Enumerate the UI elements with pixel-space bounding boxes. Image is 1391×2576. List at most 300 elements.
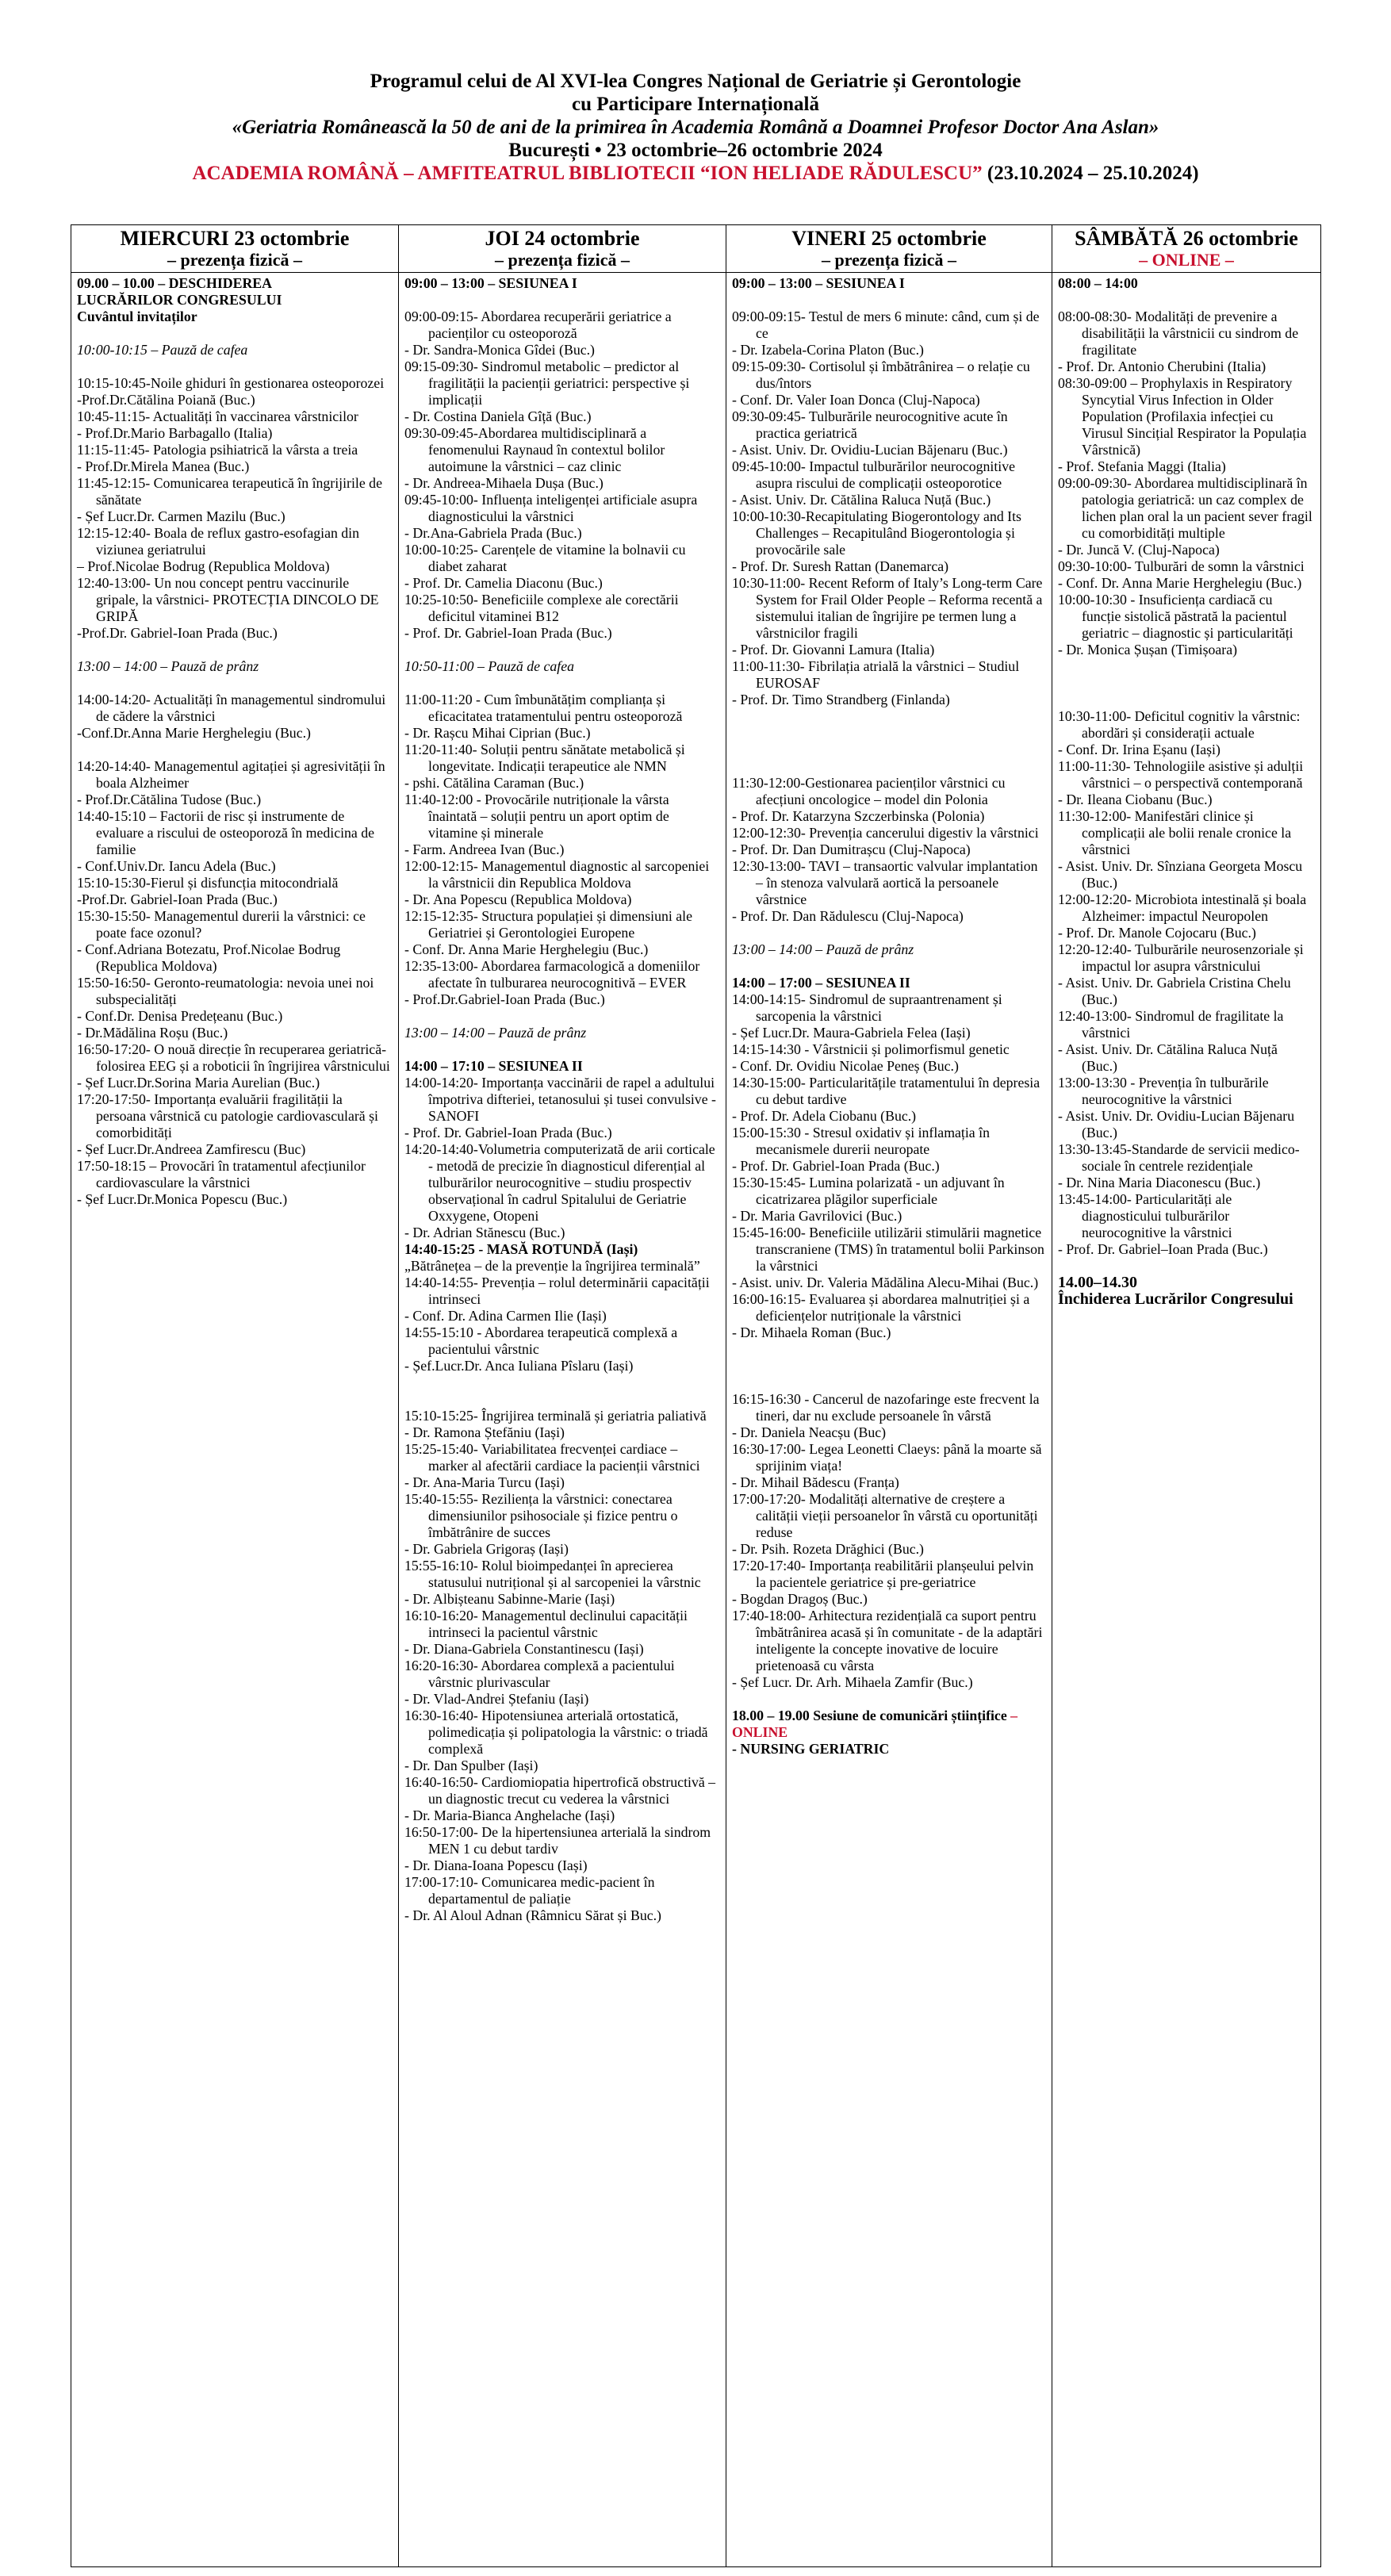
schedule-entry (404, 991, 720, 1008)
schedule-entry (1058, 1141, 1315, 1175)
entry-text: - Prof. Dr. Dan Rădulescu (Cluj-Napoca) (732, 908, 964, 924)
session-heading (732, 1741, 1046, 1758)
entry-text: - Dr. Nina Maria Diaconescu (Buc.) (1058, 1175, 1261, 1190)
schedule-entry (732, 825, 1046, 841)
entry-text: 14.00–14.30 (1058, 1274, 1137, 1291)
schedule-entry (77, 858, 393, 875)
session-heading (732, 975, 1046, 991)
entry-text: 10:15-10:45-Noile ghiduri în gestionarea osteoporozei (77, 375, 385, 391)
spacer (77, 675, 393, 692)
schedule-entry (732, 775, 1046, 808)
entry-text: 16:30-17:00- Legea Leonetti Claeys: până la moarte să sprijinim viața! (732, 1441, 1042, 1474)
entry-text: 12:40-13:00- Sindromul de fragilitate la vârstnici (1058, 1008, 1284, 1041)
break-slot (404, 658, 720, 675)
entry-text: - Asist. Univ. Dr. Ovidiu-Lucian Băjenaru (Buc.) (732, 442, 1008, 458)
entry-text: 12:00-12:15- Managementul diagnostic al sarcopeniei la vârstnicii din Republica Moldova (404, 858, 710, 891)
day-mode: – prezența fizică – (821, 250, 957, 270)
entry-text: - Dr. Monica Șușan (Timișoara) (1058, 642, 1238, 657)
schedule-entry (732, 1541, 1046, 1558)
entry-text: - Asist. Univ. Dr. Ovidiu-Lucian Băjenaru (Buc.) (1058, 1108, 1295, 1140)
entry-text: - Dr. Psih. Rozeta Drăghici (Buc.) (732, 1541, 924, 1557)
schedule-entry (77, 408, 393, 425)
schedule-entry (732, 508, 1046, 558)
schedule-entry (77, 458, 393, 475)
entry-text: 10:30-11:00- Deficitul cognitiv la vârstnic: abordări și considerații actuale (1058, 708, 1301, 741)
schedule-entry (404, 408, 720, 425)
schedule-entry (404, 542, 720, 575)
entry-text: 12:00-12:20- Microbiota intestinală și boala Alzheimer: impactul Neuropolen (1058, 891, 1307, 924)
entry-text: 11:15-11:45- Patologia psihiatrică la vârsta a treia (77, 442, 358, 458)
schedule-entry (77, 941, 393, 975)
entry-text: 10:00-10:30-Recapitulating Biogerontology and Its Challenges – Recapitulând Biogerontologia și provocările sale (732, 508, 1021, 558)
schedule-entry (404, 425, 720, 475)
schedule-entry (404, 575, 720, 592)
venue-name: ACADEMIA ROMÂNĂ – AMFITEATRUL BIBLIOTECII “ION HELIADE RĂDULESCU” (192, 163, 983, 184)
schedule-entry (732, 908, 1046, 925)
schedule-entry (404, 841, 720, 858)
spacer (77, 642, 393, 658)
entry-text: LUCRĂRILOR CONGRESULUI (77, 292, 282, 308)
schedule-entry (732, 1391, 1046, 1424)
schedule-entry (732, 1175, 1046, 1208)
entry-text: - Dr. Juncă V. (Cluj-Napoca) (1058, 542, 1220, 558)
schedule-entry (732, 442, 1046, 458)
entry-text: -Prof.Dr. Gabriel-Ioan Prada (Buc.) (77, 891, 278, 907)
congress-subtitle: cu Participare Internațională (572, 94, 819, 115)
entry-text: - Prof. Dr. Timo Strandberg (Finlanda) (732, 692, 950, 707)
spacer (732, 958, 1046, 975)
schedule-entry (404, 941, 720, 958)
session-heading (404, 1058, 720, 1075)
entry-text: - Prof.Dr.Mario Barbagallo (Italia) (77, 425, 273, 441)
schedule-entry (77, 1191, 393, 1208)
entry-text: 08:30-09:00 – Prophylaxis in Respiratory Syncytial Virus Infection in Older Population (Profilaxia infecției cu Virusul Sincițial Respirator la Populația Vârstnică) (1058, 375, 1307, 458)
schedule-entry (732, 1025, 1046, 1041)
schedule-entry (77, 1008, 393, 1025)
session-heading (77, 292, 393, 309)
schedule-entry (404, 475, 720, 492)
schedule-entry (732, 392, 1046, 408)
entry-text: - Conf. Dr. Adina Carmen Ilie (Iași) (404, 1308, 607, 1324)
entry-text: - Asist. Univ. Dr. Cătălina Raluca Nuță (Buc.) (1058, 1041, 1278, 1074)
entry-text: 09:15-09:30- Cortisolul și îmbătrânirea – o relație cu dus/întors (732, 358, 1030, 391)
schedule-entry (732, 1491, 1046, 1541)
schedule-entry (404, 775, 720, 792)
schedule-entry (77, 575, 393, 625)
schedule-entry (732, 1275, 1046, 1291)
schedule-entry (77, 975, 393, 1008)
schedule-entry (404, 492, 720, 525)
entry-text: 14:40-15:25 - MASĂ ROTUNDĂ (Iași) (404, 1241, 638, 1257)
entry-text: Cuvântul invitaților (77, 309, 197, 324)
schedule-entry (77, 1158, 393, 1191)
entry-text: 15:30-15:50- Managementul durerii la vârstnici: ce poate face ozonul? (77, 908, 366, 941)
spacer (1058, 1258, 1315, 1275)
entry-text: 15:25-15:40- Variabilitatea frecvenței cardiace – marker al afectării cardiace la pacienții vârstnici (404, 1441, 700, 1474)
session-heading (1058, 275, 1315, 292)
congress-location-dates: București • 23 octombrie–26 octombrie 2024 (508, 140, 883, 161)
congress-venue (0, 162, 1391, 185)
entry-text: - Prof. Dr. Gabriel–Ioan Prada (Buc.) (1058, 1241, 1268, 1257)
schedule-entry (1058, 808, 1315, 858)
schedule-entry (77, 425, 393, 442)
entry-text: 16:40-16:50- Cardiomiopatia hipertrofică obstructivă – un diagnostic trecut cu vederea la vârstnici (404, 1774, 716, 1807)
schedule-entry (404, 1641, 720, 1658)
entry-text: - Dr. Al Aloul Adnan (Râmnicu Sărat și Buc.) (404, 1907, 661, 1923)
schedule-entry (1058, 792, 1315, 808)
schedule-entry (404, 891, 720, 908)
program-header (0, 70, 1391, 185)
session-heading (404, 275, 720, 292)
entry-text: - Dr. Izabela-Corina Platon (Buc.) (732, 342, 924, 358)
schedule-entry (732, 492, 1046, 508)
entry-text: - Dr.Ana-Gabriela Prada (Buc.) (404, 525, 582, 541)
entry-text: - Prof. Dr. Adela Ciobanu (Buc.) (732, 1108, 917, 1124)
entry-text: -Prof.Dr.Cătălina Poiană (Buc.) (77, 392, 255, 408)
spacer (732, 1691, 1046, 1708)
entry-text: - pshi. Cătălina Caraman (Buc.) (404, 775, 584, 791)
session-heading (1058, 1275, 1315, 1291)
schedule-entry (77, 1141, 393, 1158)
schedule-entry (404, 1824, 720, 1857)
spacer (1058, 292, 1315, 309)
schedule-entry (732, 1441, 1046, 1474)
entry-text: - Dr. Diana-Gabriela Constantinescu (Iași) (404, 1641, 644, 1657)
session-heading (1058, 1291, 1315, 1308)
schedule-entry (732, 642, 1046, 658)
schedule-entry (404, 1807, 720, 1824)
schedule-entry (404, 592, 720, 625)
entry-text: 16:20-16:30- Abordarea complexă a pacientului vârstnic plurivascular (404, 1658, 675, 1690)
entry-text: 14:20-14:40-Volumetria computerizată de arii corticale - metodă de precizie în diagnosticul diferențial al tulburărilor neurocognitive – studiu prospectiv observațional în cadrul Spitalului de Geriatrie Oxxygene, Otopeni (404, 1141, 715, 1224)
schedule-entry (77, 758, 393, 792)
schedule-entry (1058, 542, 1315, 558)
entry-text: 13:30-13:45-Standarde de servicii medico-sociale în centrele rezidențiale (1058, 1141, 1300, 1174)
schedule-entry (77, 392, 393, 408)
schedule-entry (77, 875, 393, 891)
schedule-entry (77, 375, 393, 392)
entry-text: - Dr. Albișteanu Sabinne-Marie (Iași) (404, 1591, 615, 1607)
entry-text: 09:00-09:15- Testul de mers 6 minute: când, cum și de ce (732, 309, 1040, 341)
entry-text: - Șef Lucr.Dr. Carmen Mazilu (Buc.) (77, 508, 285, 524)
spacer (77, 742, 393, 758)
entry-text: - Prof. Dr. Dan Dumitrașcu (Cluj-Napoca) (732, 841, 971, 857)
entry-text: 12:15-12:35- Structura populației și dimensiuni ale Geriatriei și Gerontologiei Europene (404, 908, 692, 941)
schedule-entry (404, 1424, 720, 1441)
entry-text: - Dr. Maria-Bianca Anghelache (Iași) (404, 1807, 615, 1823)
entry-text: 11:45-12:15- Comunicarea terapeutică în îngrijirile de sănătate (77, 475, 382, 508)
schedule-entry (77, 1075, 393, 1091)
schedule-entry (732, 558, 1046, 575)
entry-text: 13:45-14:00- Particularități ale diagnosticului tulburărilor neurocognitive la vârstnici (1058, 1191, 1232, 1240)
schedule-entry (404, 1225, 720, 1241)
schedule-entry (404, 1708, 720, 1758)
schedule-entry (1058, 708, 1315, 742)
entry-text: 09:00 – 13:00 – SESIUNEA I (732, 275, 905, 291)
entry-text: - Prof. Dr. Suresh Rattan (Danemarca) (732, 558, 949, 574)
schedule-entry (732, 1058, 1046, 1075)
entry-text: – Prof.Nicolae Bodrug (Republica Moldova) (77, 558, 330, 574)
entry-text: - Dr. Dan Spulber (Iași) (404, 1758, 538, 1773)
entry-text: - Prof. Dr. Camelia Diaconu (Buc.) (404, 575, 603, 591)
schedule-entry (732, 692, 1046, 708)
entry-text: 15:45-16:00- Beneficiile utilizării stimulării magnetice transcraniene (TMS) în tratamentul bolii Parkinson la vârstnici (732, 1225, 1044, 1274)
schedule-entry (732, 841, 1046, 858)
break-slot (77, 342, 393, 358)
schedule-entry (1058, 858, 1315, 891)
entry-text: 14:40-15:10 – Factorii de risc și instrumente de evaluare a riscului de osteoporoză în medicina de familie (77, 808, 375, 857)
entry-text: - Conf.Univ.Dr. Iancu Adela (Buc.) (77, 858, 276, 874)
schedule-entry (1058, 1075, 1315, 1108)
schedule-entry (404, 858, 720, 891)
entry-text: - Dr. Mihail Bădescu (Franța) (732, 1474, 899, 1490)
entry-text: 08:00-08:30- Modalități de prevenire a disabilității la vârstnicii cu sindrom de fragilitate (1058, 309, 1299, 358)
spacer (404, 292, 720, 309)
schedule-entry (404, 742, 720, 775)
schedule-friday (726, 273, 1052, 2567)
schedule-entry (1058, 925, 1315, 941)
entry-text: 17:20-17:40- Importanța reabilitării planșeului pelvin la pacientele geriatrice și pre-geriatrice (732, 1558, 1034, 1590)
entry-text: - Dr. Costina Daniela Gîță (Buc.) (404, 408, 592, 424)
entry-text: - Asist. Univ. Dr. Cătălina Raluca Nuță (Buc.) (732, 492, 991, 508)
entry-text: 11:30-12:00- Manifestări clinice și complicații ale bolii renale cronice la vârstnici (1058, 808, 1292, 857)
entry-text: - Dr. Ana Popescu (Republica Moldova) (404, 891, 632, 907)
entry-text: 15:30-15:45- Lumina polarizată - un adjuvant în cicatrizarea plăgilor superficiale (732, 1175, 1005, 1207)
entry-text: - Conf. Dr. Anna Marie Herghelegiu (Buc.) (404, 941, 649, 957)
entry-text: - Prof. Stefania Maggi (Italia) (1058, 458, 1226, 474)
entry-text: 14:00-14:20- Actualități în managementul sindromului de cădere la vârstnici (77, 692, 386, 724)
schedule-entry (404, 1591, 720, 1608)
entry-text: 09:45-10:00- Impactul tulburărilor neurocognitive asupra riscului de complicații osteoporotice (732, 458, 1016, 491)
entry-text: - Dr. Gabriela Grigoraș (Iași) (404, 1541, 569, 1557)
entry-text: - Dr. Ramona Ștefăniu (Iași) (404, 1424, 565, 1440)
online-tag: – ONLINE (732, 1708, 1018, 1740)
schedule-entry (404, 1558, 720, 1591)
schedule-entry (1058, 592, 1315, 642)
session-heading (404, 1241, 720, 1258)
schedule-entry (404, 1758, 720, 1774)
schedule-entry (732, 1608, 1046, 1674)
schedule-entry (1058, 642, 1315, 658)
entry-text: 15:00-15:30 - Stresul oxidativ și inflamația în mecanismele durerii neuropate (732, 1125, 990, 1157)
schedule-entry (732, 342, 1046, 358)
schedule-entry (732, 1158, 1046, 1175)
entry-text: - Dr. Diana-Ioana Popescu (Iași) (404, 1857, 588, 1873)
entry-text: - Dr. Daniela Neacșu (Buc) (732, 1424, 887, 1440)
schedule-entry (404, 1474, 720, 1491)
schedule-entry (1058, 941, 1315, 975)
schedule-entry (1058, 458, 1315, 475)
entry-text: - Asist. Univ. Dr. Sînziana Georgeta Moscu (Buc.) (1058, 858, 1303, 891)
entry-text: - Dr. Maria Gavrilovici (Buc.) (732, 1208, 902, 1224)
schedule-entry (1058, 1041, 1315, 1075)
day-mode: – prezența fizică – (494, 250, 630, 270)
entry-text: 12:35-13:00- Abordarea farmacologică a domeniilor afectate în tulburarea neurocognitivă – EVER (404, 958, 700, 991)
schedule-entry (77, 1025, 393, 1041)
entry-text: 09:00-09:30- Abordarea multidisciplinară în patologia geriatrică: un caz complex de lichen plan oral la un pacient sever fragil cu comorbidități multiple (1058, 475, 1312, 541)
schedule-entry (404, 525, 720, 542)
entry-text: 11:40-12:00 - Provocările nutriționale la vârsta înaintată – soluții pentru un aport optim de vitamine și minerale (404, 792, 669, 841)
schedule-entry (732, 1558, 1046, 1591)
schedule-entry (404, 1874, 720, 1907)
schedule-entry (1058, 375, 1315, 458)
day-header-wednesday (71, 225, 399, 273)
schedule-entry (732, 1324, 1046, 1341)
schedule-entry (77, 475, 393, 508)
entry-text: 14:30-15:00- Particularitățile tratamentului în depresia cu debut tardive (732, 1075, 1040, 1107)
schedule-entry (732, 1291, 1046, 1324)
entry-text: - Dr. Andreea-Mihaela Dușa (Buc.) (404, 475, 604, 491)
entry-text: 09:15-09:30- Sindromul metabolic – predictor al fragilității la pacienții geriatrici: perspective și implicații (404, 358, 690, 408)
entry-text: 12:15-12:40- Boala de reflux gastro-esofagian din viziunea geriatrului (77, 525, 360, 558)
entry-text: 18.00 – 19.00 Sesiune de comunicări științifice (732, 1708, 1007, 1723)
schedule-entry (404, 692, 720, 725)
congress-title: Programul celui de Al XVI-lea Congres Național de Geriatrie și Gerontologie (370, 71, 1021, 92)
entry-text: 10:30-11:00- Recent Reform of Italy’s Long-term Care System for Frail Older People – Reforma recentă a sistemului italian de îngrijire pe termen lung a vârstnicilor fragili (732, 575, 1043, 641)
schedule-entry (732, 858, 1046, 908)
entry-text: 14:55-15:10 - Abordarea terapeutică complexă a pacientului vârstnic (404, 1324, 678, 1357)
entry-text: 15:10-15:25- Îngrijirea terminală și geriatria paliativă (404, 1408, 707, 1424)
schedule-entry (1058, 1241, 1315, 1258)
schedule-entry (732, 1225, 1046, 1275)
schedule-entry (404, 1691, 720, 1708)
schedule-entry (732, 309, 1046, 342)
entry-text: - Dr. Rașcu Mihai Ciprian (Buc.) (404, 725, 591, 741)
session-heading (77, 309, 393, 325)
schedule-entry (77, 625, 393, 642)
entry-text: 09:30-09:45-Abordarea multidisciplinară a fenomenului Raynaud în contextul bolilor autoimune la vârstnici – caz clinic (404, 425, 665, 474)
entry-text: 14:40-14:55- Prevenția – rolul determinării capacității intrinseci (404, 1275, 710, 1307)
spacer (404, 1041, 720, 1058)
schedule-entry (1058, 758, 1315, 792)
spacer (732, 292, 1046, 309)
schedule-entry (77, 558, 393, 575)
schedule-entry (1058, 358, 1315, 375)
break-slot (77, 658, 393, 675)
entry-text: 14:00 – 17:00 – SESIUNEA II (732, 975, 910, 991)
entry-text: 08:00 – 14:00 (1058, 275, 1138, 291)
spacer (732, 1341, 1046, 1391)
schedule-entry (732, 575, 1046, 642)
entry-text: - Asist. Univ. Dr. Gabriela Cristina Chelu (Buc.) (1058, 975, 1291, 1007)
schedule-entry (404, 358, 720, 408)
break-slot (732, 941, 1046, 958)
entry-text: - Prof. Dr. Manole Cojocaru (Buc.) (1058, 925, 1256, 941)
day-header-saturday (1052, 225, 1321, 273)
day-title: SÂMBĂTĂ 26 octombrie (1075, 227, 1298, 250)
entry-text: - Prof. Dr. Gabriel-Ioan Prada (Buc.) (732, 1158, 940, 1174)
schedule-entry (1058, 1175, 1315, 1191)
entry-text: 10:00-10:15 – Pauză de cafea (77, 342, 248, 358)
schedule-thursday (399, 273, 726, 2567)
entry-text: - Dr. Adrian Stănescu (Buc.) (404, 1225, 565, 1240)
spacer (404, 1008, 720, 1025)
schedule-entry (404, 725, 720, 742)
schedule-entry (404, 908, 720, 941)
schedule-entry (77, 725, 393, 742)
entry-text: 09:30-10:00- Tulburări de somn la vârstnici (1058, 558, 1305, 574)
entry-text: - Prof. Dr. Gabriel-Ioan Prada (Buc.) (404, 1125, 612, 1140)
entry-text: 11:00-11:30- Fibrilația atrială la vârstnici – Studiul EUROSAF (732, 658, 1020, 691)
entry-text: „Bătrânețea – de la prevenție la îngrijirea terminală” (404, 1258, 700, 1274)
entry-text: 17:20-17:50- Importanța evaluării fragilității la persoana vârstnică cu patologie cardiovasculară și comorbidități (77, 1091, 378, 1140)
entry-text: - Șef Lucr.Dr.Monica Popescu (Buc.) (77, 1191, 288, 1207)
entry-text: 13:00 – 14:00 – Pauză de prânz (404, 1025, 587, 1041)
schedule-entry (732, 658, 1046, 692)
schedule-entry (732, 991, 1046, 1025)
day-title: JOI 24 octombrie (485, 227, 640, 250)
entry-text: 13:00 – 14:00 – Pauză de prânz (732, 941, 914, 957)
entry-text: 11:00-11:20 - Cum îmbunătățim complianța și eficacitatea tratamentului pentru osteoporoză (404, 692, 683, 724)
spacer (732, 708, 1046, 775)
entry-text: - Dr. Ana-Maria Turcu (Iași) (404, 1474, 565, 1490)
spacer (404, 1374, 720, 1408)
schedule-entry (404, 1774, 720, 1807)
schedule-entry (404, 1275, 720, 1308)
entry-text: - Prof. Dr. Giovanni Lamura (Italia) (732, 642, 935, 657)
entry-text: 12:30-13:00- TAVI – transaortic valvular implantation – în stenoza valvulară aortică la persoanele vârstnice (732, 858, 1038, 907)
entry-text: - Conf.Adriana Botezatu, Prof.Nicolae Bodrug (Republica Moldova) (77, 941, 341, 974)
entry-text: - Conf. Dr. Anna Marie Herghelegiu (Buc.) (1058, 575, 1302, 591)
entry-text: - Dr. Mihaela Roman (Buc.) (732, 1324, 891, 1340)
entry-text: - Șef Lucr.Dr.Andreea Zamfirescu (Buc) (77, 1141, 306, 1157)
schedule-entry (1058, 558, 1315, 575)
schedule-entry (404, 1491, 720, 1541)
schedule-entry (732, 1108, 1046, 1125)
schedule-entry (404, 1308, 720, 1324)
entry-text: 14:15-14:30 - Vârstnicii și polimorfismul genetic (732, 1041, 1010, 1057)
entry-text: 13:00-13:30 - Prevenția în tulburările neurocognitive la vârstnici (1058, 1075, 1269, 1107)
entry-text: - Șef.Lucr.Dr. Anca Iuliana Pîslaru (Iași) (404, 1358, 634, 1374)
entry-text: 16:30-16:40- Hipotensiunea arterială ortostatică, polimedicația și polipatologia la vârstnic: o triadă complexă (404, 1708, 708, 1757)
schedule-entry (77, 442, 393, 458)
schedule-entry (1058, 575, 1315, 592)
schedule-entry (732, 1474, 1046, 1491)
entry-text: 16:15-16:30 - Cancerul de nazofaringe este frecvent la tineri, dar nu exclude persoanele în vârstă (732, 1391, 1040, 1424)
schedule-entry (404, 792, 720, 841)
schedule-entry (404, 342, 720, 358)
spacer (1058, 658, 1315, 708)
schedule-entry (1058, 742, 1315, 758)
schedule-entry (1058, 1191, 1315, 1241)
schedule-entry (732, 1208, 1046, 1225)
entry-text: - Prof. Dr. Antonio Cherubini (Italia) (1058, 358, 1266, 374)
entry-text: 16:50-17:00- De la hipertensiunea arterială la sindrom MEN 1 cu debut tardiv (404, 1824, 711, 1857)
schedule-entry (404, 1608, 720, 1641)
day-mode: – prezența fizică – (167, 250, 303, 270)
entry-text: 15:10-15:30-Fierul și disfuncția mitocondrială (77, 875, 339, 891)
schedule-entry (77, 508, 393, 525)
entry-text: - Șef Lucr.Dr.Sorina Maria Aurelian (Buc.) (77, 1075, 320, 1091)
entry-text: 10:00-10:25- Carențele de vitamine la bolnavii cu diabet zaharat (404, 542, 686, 574)
schedule-entry (1058, 975, 1315, 1008)
schedule-entry (404, 1258, 720, 1275)
program-table (71, 224, 1321, 2567)
entry-text: - Conf. Dr. Valer Ioan Donca (Cluj-Napoca) (732, 392, 980, 408)
schedule-entry (732, 808, 1046, 825)
schedule-entry (732, 1041, 1046, 1058)
entry-text: 09:45-10:00- Influența inteligenței artificiale asupra diagnosticului la vârstnici (404, 492, 698, 524)
entry-text: - Șef Lucr. Dr. Arh. Mihaela Zamfir (Buc.) (732, 1674, 973, 1690)
schedule-entry (1058, 475, 1315, 542)
schedule-entry (77, 525, 393, 558)
entry-text: - Dr.Mădălina Roșu (Buc.) (77, 1025, 228, 1041)
entry-text: - Prof. Dr. Katarzyna Szczerbinska (Polonia) (732, 808, 985, 824)
entry-text: - NURSING GERIATRIC (732, 1741, 890, 1757)
congress-theme: «Geriatria Românească la 50 de ani de la primirea în Academia Română a Doamnei Profesor Doctor Ana Aslan» (232, 117, 1159, 138)
day-header-thursday (399, 225, 726, 273)
entry-text: - Prof.Dr.Mirela Manea (Buc.) (77, 458, 250, 474)
